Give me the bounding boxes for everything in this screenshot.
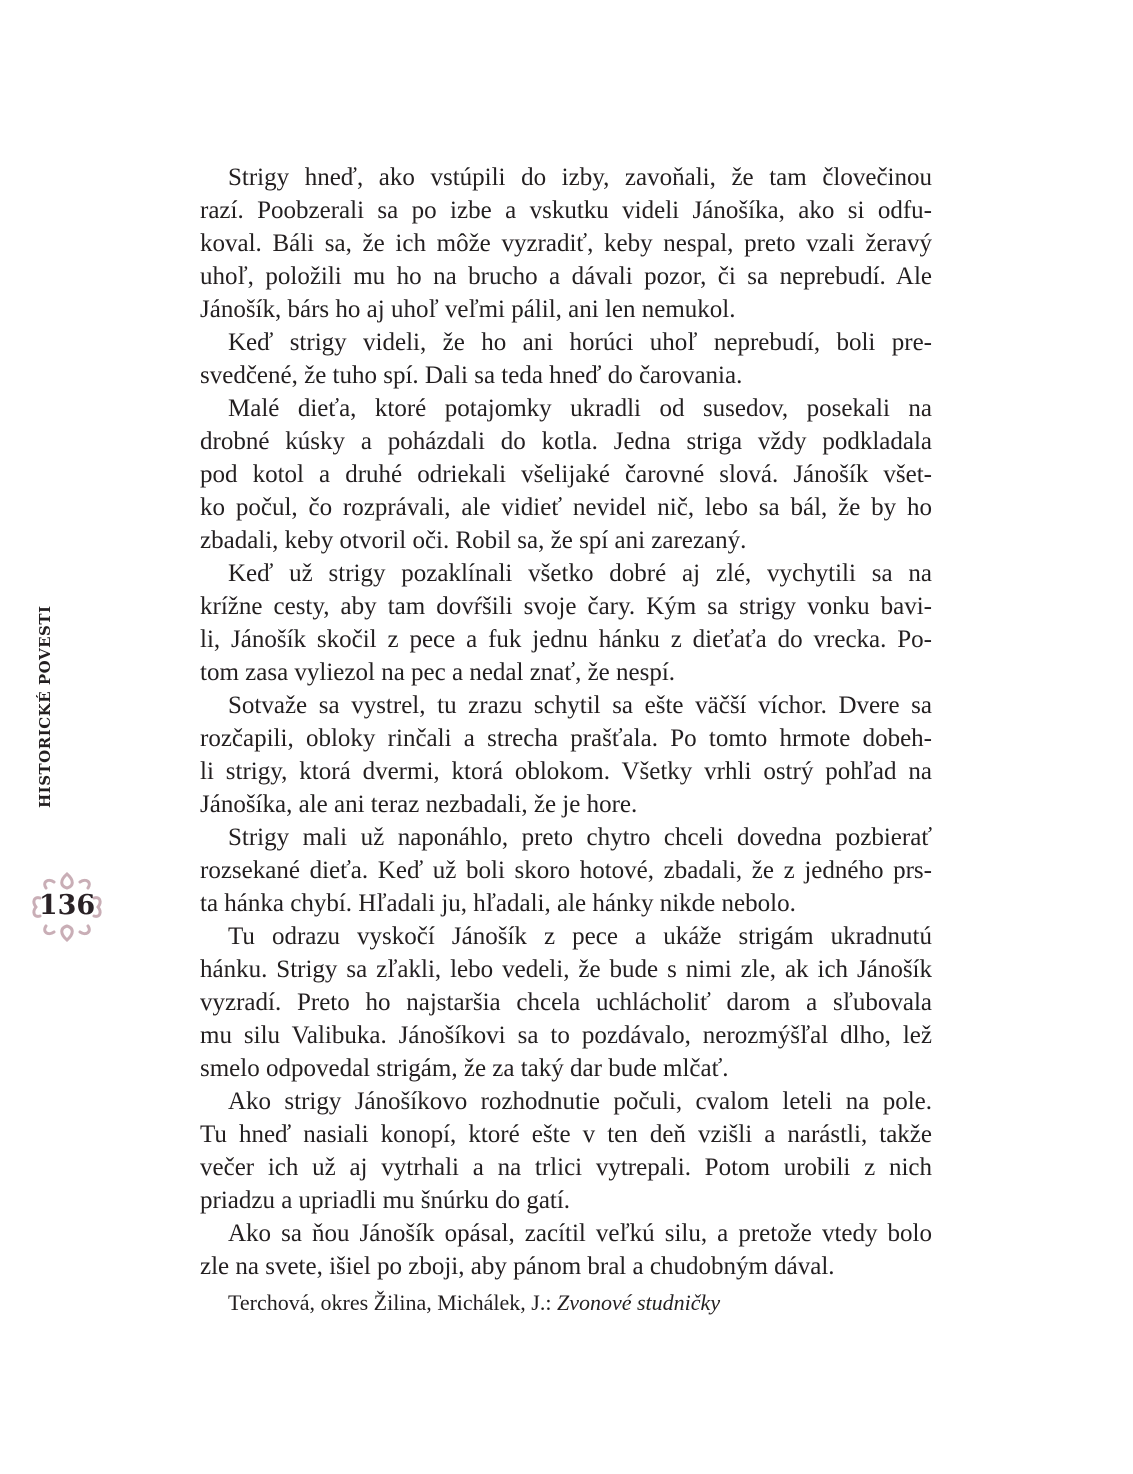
text-line: Jánošík, bárs ho aj uhoľ veľmi pálil, ani len nemukol. bbox=[200, 296, 736, 323]
text-line: mu silu Valibuka. Jánošíkovi sa to pozdávalo, nerozmýšľal dlho, lež bbox=[200, 1022, 932, 1049]
text-line: Keď strigy videli, že ho ani horúci uhoľ neprebudí, boli pre- bbox=[228, 329, 932, 356]
source-prefix: Terchová, okres Žilina, Michálek, J.: bbox=[228, 1290, 552, 1315]
page-number-badge bbox=[30, 872, 104, 942]
text-line: Strigy hneď, ako vstúpili do izby, zavoňali, že tam človečinou bbox=[228, 164, 932, 191]
text-line: Jánošíka, ale ani teraz nezbadali, že je hore. bbox=[200, 791, 638, 818]
text-line: Sotvaže sa vystrel, tu zrazu schytil sa ešte väčší víchor. Dvere sa bbox=[228, 692, 932, 719]
text-line: priadzu a upriadli mu šnúrku do gatí. bbox=[200, 1187, 571, 1214]
text-line: Tu odrazu vyskočí Jánošík z pece a ukáže strigám ukradnutú bbox=[228, 923, 932, 950]
text-line: rozsekané dieťa. Keď už boli skoro hotové, zbadali, že z jedného prs- bbox=[200, 857, 932, 884]
source-citation bbox=[228, 1288, 720, 1318]
text-line: večer ich už aj vytrhali a na trlici vytrepali. Potom urobili z nich bbox=[200, 1154, 932, 1181]
page-number: 136 bbox=[38, 890, 96, 921]
text-line: razí. Poobzerali sa po izbe a vskutku videli Jánošíka, ako si odfu- bbox=[200, 197, 932, 224]
text-line: svedčené, že tuho spí. Dali sa teda hneď do čarovania. bbox=[200, 362, 743, 389]
text-line: vyzradí. Preto ho najstaršia chcela uchlácholiť darom a sľubovala bbox=[200, 989, 932, 1016]
text-line: ta hánka chybí. Hľadali ju, hľadali, ale hánky nikde nebolo. bbox=[200, 890, 796, 917]
text-line: li, Jánošík skočil z pece a fuk jednu hánku z dieťaťa do vrecka. Po- bbox=[200, 626, 932, 653]
side-section-title: HISTORICKÉ POVESTI bbox=[36, 605, 54, 808]
text-line: uhoľ, položili mu ho na brucho a dávali pozor, či sa neprebudí. Ale bbox=[200, 263, 932, 290]
text-line: Strigy mali už naponáhlo, preto chytro chceli dovedna pozbierať bbox=[228, 824, 932, 851]
story-body bbox=[200, 161, 932, 1283]
text-line: zbadali, keby otvoril oči. Robil sa, že spí ani zarezaný. bbox=[200, 527, 747, 554]
text-line: tom zasa vyliezol na pec a nedal znať, že nespí. bbox=[200, 659, 676, 686]
text-line: Ako strigy Jánošíkovo rozhodnutie počuli, cvalom leteli na pole. bbox=[228, 1088, 932, 1115]
text-line: pod kotol a druhé odriekali všelijaké čarovné slová. Jánošík všet- bbox=[200, 461, 932, 488]
text-line: hánku. Strigy sa zľakli, lebo vedeli, že bude s nimi zle, ak ich Jánošík bbox=[200, 956, 932, 983]
text-line: ko počul, čo rozprávali, ale vidieť nevidel nič, lebo sa bál, že by ho bbox=[200, 494, 932, 521]
text-line: koval. Báli sa, že ich môže vyzradiť, keby nespal, preto vzali žeravý bbox=[200, 230, 932, 257]
text-line: zle na svete, išiel po zboji, aby pánom bral a chudobným dával. bbox=[200, 1253, 835, 1280]
text-line: krížne cesty, aby tam dovŕšili svoje čary. Kým sa strigy vonku bavi- bbox=[200, 593, 932, 620]
text-line: drobné kúsky a poházdali do kotla. Jedna striga vždy podkladala bbox=[200, 428, 932, 455]
source-book-title: Zvonové studničky bbox=[556, 1290, 721, 1315]
text-line: Keď už strigy pozaklínali všetko dobré aj zlé, vychytili sa na bbox=[228, 560, 932, 587]
text-line: rozčapili, obloky rinčali a strecha prašťala. Po tomto hrmote dobeh- bbox=[200, 725, 932, 752]
text-line: smelo odpovedal strigám, že za taký dar bude mlčať. bbox=[200, 1055, 729, 1082]
text-line: li strigy, ktorá dvermi, ktorá oblokom. Všetky vrhli ostrý pohľad na bbox=[200, 758, 932, 785]
text-line: Tu hneď nasiali konopí, ktoré ešte v ten deň vzišli a narástli, takže bbox=[200, 1121, 932, 1148]
text-line: Ako sa ňou Jánošík opásal, zacítil veľkú silu, a pretože vtedy bolo bbox=[228, 1220, 932, 1247]
text-line: Malé dieťa, ktoré potajomky ukradli od susedov, posekali na bbox=[228, 395, 932, 422]
